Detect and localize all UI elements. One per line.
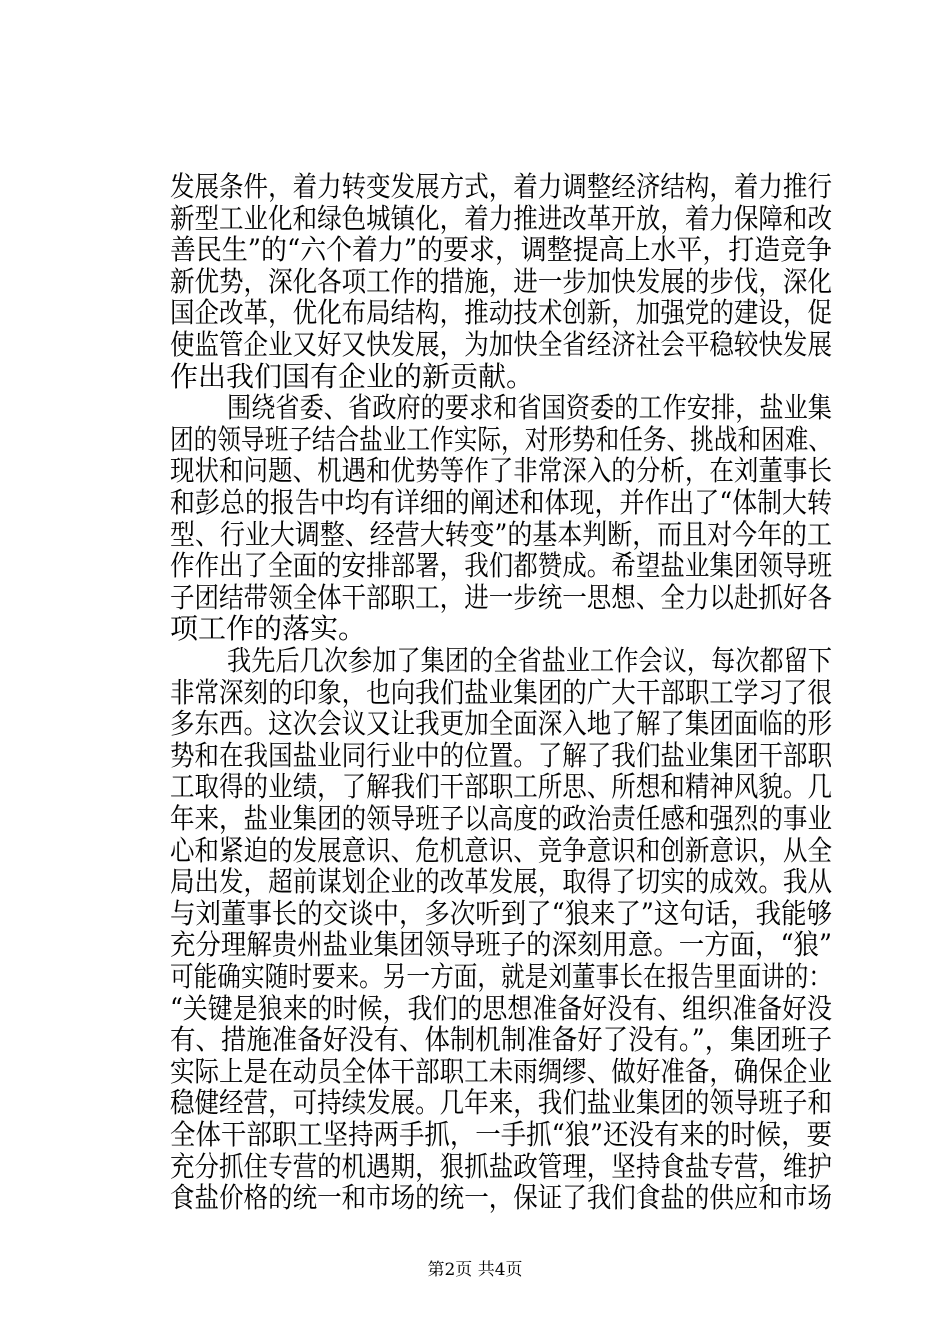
text-line: 非常深刻的印象，也向我们盐业集团的广大干部职工学习了很 (170, 675, 832, 709)
text-line: 势和在我国盐业同行业中的位置。了解了我们盐业集团干部职 (170, 738, 832, 772)
text-line: 型、行业大调整、经营大转变”的基本判断，而且对今年的工 (170, 517, 833, 551)
text-line: 团的领导班子结合盐业工作实际，对形势和任务、挑战和困难、 (170, 422, 833, 456)
text-line: 善民生”的“六个着力”的要求，调整提高上水平，打造竞争 (170, 233, 832, 267)
text-line: 稳健经营，可持续发展。几年来，我们盐业集团的领导班子和 (170, 1086, 832, 1120)
text-line: 项工作的落实。 (170, 612, 367, 646)
text-line: 发展条件，着力转变发展方式，着力调整经济结构，着力推行 (170, 170, 832, 203)
text-line: 有、措施准备好没有、体制机制准备好了没有。”，集团班子 (170, 1023, 832, 1057)
text-line: 年来，盐业集团的领导班子以高度的政治责任感和强烈的事业 (170, 802, 832, 835)
text-line: 作出我们国有企业的新贡献。 (170, 359, 535, 393)
text-line: 充分理解贵州盐业集团领导班子的深刻用意。一方面，“狼” (170, 928, 832, 962)
text-line: 国企改革，优化布局结构，推动技术创新，加强党的建设，促 (170, 296, 832, 330)
text-line: 与刘董事长的交谈中，多次听到了“狼来了”这句话，我能够 (170, 896, 832, 930)
text-line: 多东西。这次会议又让我更加全面深入地了解了集团面临的形 (170, 707, 832, 741)
text-line: 作作出了全面的安排部署，我们都赞成。希望盐业集团领导班 (170, 549, 832, 583)
paragraph-first-line: 我先后几次参加了集团的全省盐业工作会议，每次都留下 (227, 644, 833, 677)
text-line: 使监管企业又好又快发展，为加快全省经济社会平稳较快发展 (170, 328, 832, 361)
text-line: “关键是狼来的时候，我们的思想准备好没有、组织准备好没 (170, 991, 833, 1025)
text-line: 新型工业化和绿色城镇化，着力推进改革开放，着力保障和改 (170, 201, 832, 235)
text-line: 实际上是在动员全体干部职工未雨绸缪、做好准备，确保企业 (170, 1054, 832, 1088)
text-line: 可能确实随时要来。另一方面，就是刘董事长在报告里面讲的： (170, 960, 833, 993)
text-line: 新优势，深化各项工作的措施，进一步加快发展的步伐，深化 (170, 264, 832, 298)
text-line: 子团结带领全体干部职工，进一步统一思想、全力以赴抓好各 (170, 580, 832, 614)
text-line: 心和紧迫的发展意识、危机意识、竞争意识和创新意识，从全 (170, 833, 832, 867)
paragraph-first-line: 围绕省委、省政府的要求和省国资委的工作安排，盐业集 (227, 391, 833, 425)
text-line: 局出发，超前谋划企业的改革发展，取得了切实的成效。我从 (170, 865, 832, 899)
text-line: 工取得的业绩，了解我们干部职工所思、所想和精神风貌。几 (170, 770, 832, 804)
text-line: 食盐价格的统一和市场的统一，保证了我们食盐的供应和市场 (170, 1181, 832, 1215)
text-line: 全体干部职工坚持两手抓，一手抓“狼”还没有来的时候，要 (170, 1118, 832, 1151)
text-line: 和彭总的报告中均有详细的阐述和体现，并作出了“体制大转 (170, 486, 833, 519)
text-line: 现状和问题、机遇和优势等作了非常深入的分析，在刘董事长 (170, 454, 832, 488)
text-line: 充分抓住专营的机遇期，狠抓盐政管理，坚持食盐专营，维护 (170, 1149, 832, 1183)
page-number-footer: 第2页 共4页 (427, 1260, 523, 1280)
